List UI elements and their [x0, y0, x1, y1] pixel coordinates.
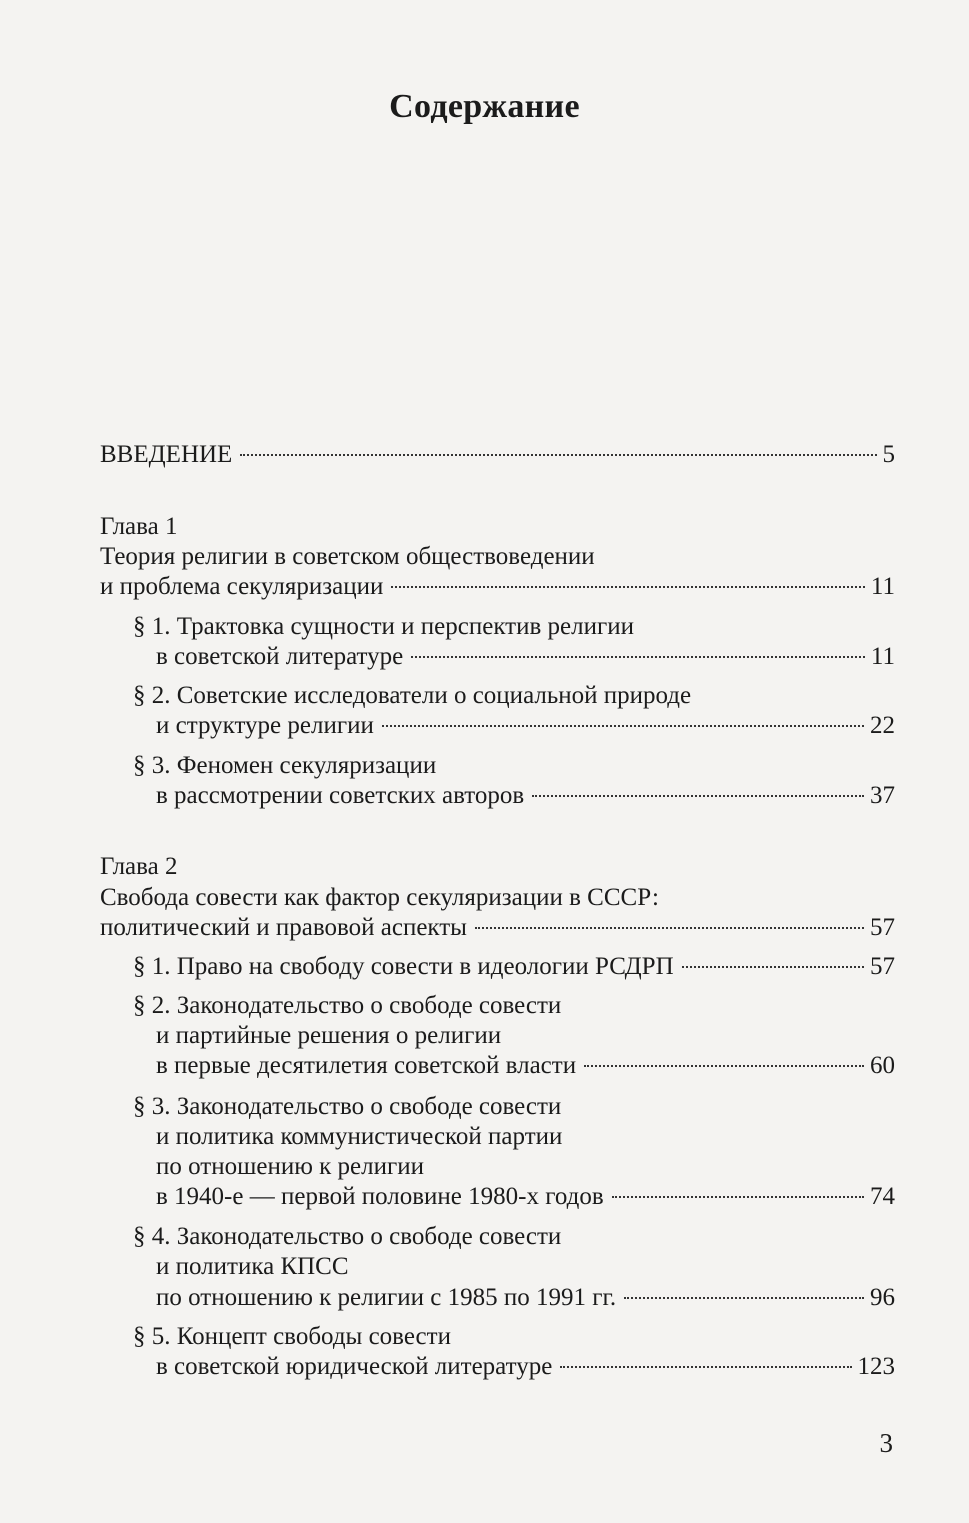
chapter-label: Глава 2	[100, 853, 178, 880]
toc-entry-section[interactable]	[133, 952, 895, 982]
section-title: по отношению к религии	[156, 1153, 424, 1180]
chapter-label: Глава 1	[100, 513, 178, 540]
section-title: § 3. Феномен секуляризации	[133, 752, 437, 779]
entry-page: 123	[857, 1353, 895, 1380]
entry-page: 11	[870, 643, 895, 670]
entry-label: в первые десятилетия советской власти	[156, 1052, 577, 1079]
dot-leader	[532, 795, 864, 797]
section-title: § 1. Трактовка сущности и перспектив религии	[133, 613, 634, 640]
dot-leader	[382, 725, 864, 727]
section-title: § 3. Законодательство о свободе совести	[133, 1093, 562, 1120]
section-title: и политика коммунистической партии	[156, 1123, 563, 1150]
toc-entry-section[interactable]	[156, 781, 895, 811]
section-title: § 2. Законодательство о свободе совести	[133, 992, 562, 1019]
chapter-title: Свобода совести как фактор секуляризации в СССР:	[100, 884, 659, 911]
entry-label: и структуре религии	[156, 712, 374, 739]
dot-leader	[560, 1366, 851, 1368]
toc-entry-section[interactable]	[156, 711, 895, 741]
dot-leader	[624, 1297, 864, 1299]
section-title: и политика КПСС	[156, 1253, 349, 1280]
toc-entry-section[interactable]	[156, 642, 895, 672]
entry-label: в рассмотрении советских авторов	[156, 782, 525, 809]
toc-entry-intro[interactable]	[100, 440, 895, 470]
toc-entry-section[interactable]	[156, 1283, 895, 1313]
entry-label: в советской литературе	[156, 643, 404, 670]
dot-leader	[682, 966, 864, 968]
entry-label: политический и правовой аспекты	[100, 914, 467, 941]
toc-entry-section[interactable]	[156, 1051, 895, 1081]
section-title: § 4. Законодательство о свободе совести	[133, 1223, 562, 1250]
dot-leader	[584, 1065, 864, 1067]
entry-page: 11	[870, 573, 895, 600]
entry-page: 22	[870, 712, 895, 739]
page-title: Содержание	[389, 88, 580, 125]
entry-page: 5	[882, 441, 895, 468]
section-title: § 2. Советские исследователи о социальной природе	[133, 682, 692, 709]
entry-page: 74	[870, 1183, 895, 1210]
chapter-title: Теория религии в советском обществоведении	[100, 543, 595, 570]
entry-page: 57	[870, 953, 895, 980]
dot-leader	[240, 454, 876, 456]
page-number: 3	[879, 1428, 893, 1458]
entry-label: в советской юридической литературе	[156, 1353, 553, 1380]
toc-entry-section[interactable]	[156, 1352, 895, 1382]
entry-page: 96	[870, 1284, 895, 1311]
toc-entry-chapter-1[interactable]	[100, 572, 895, 602]
dot-leader	[391, 586, 865, 588]
entry-page: 37	[870, 782, 895, 809]
entry-page: 57	[870, 914, 895, 941]
dot-leader	[612, 1196, 864, 1198]
entry-label: и проблема секуляризации	[100, 573, 384, 600]
entry-label: ВВЕДЕНИЕ	[100, 441, 233, 468]
entry-label: § 1. Право на свободу совести в идеологии РСДРП	[133, 953, 674, 980]
section-title: § 5. Концепт свободы совести	[133, 1323, 451, 1350]
entry-page: 60	[870, 1052, 895, 1079]
toc-entry-section[interactable]	[156, 1182, 895, 1212]
dot-leader	[475, 927, 864, 929]
section-title: и партийные решения о религии	[156, 1022, 502, 1049]
dot-leader	[411, 656, 865, 658]
entry-label: в 1940-е — первой половине 1980-х годов	[156, 1183, 604, 1210]
entry-label: по отношению к религии с 1985 по 1991 гг.	[156, 1284, 617, 1311]
toc-entry-chapter-2[interactable]	[100, 913, 895, 943]
